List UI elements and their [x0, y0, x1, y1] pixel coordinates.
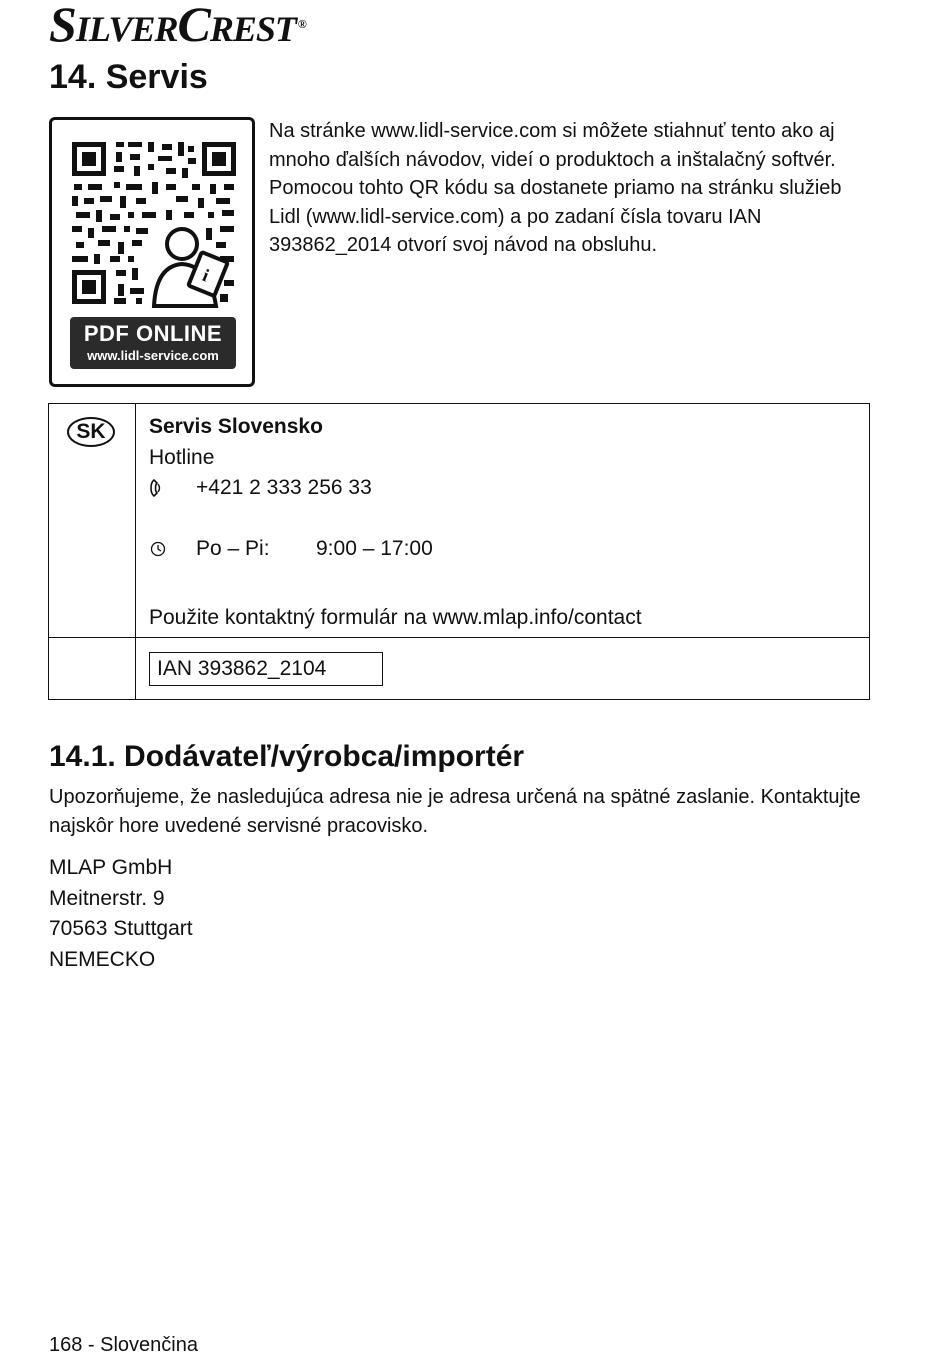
opening-hours: 9:00 – 17:00: [316, 537, 433, 560]
address-line-street: Meitnerstr. 9: [49, 886, 165, 910]
qr-code-image: [70, 136, 238, 308]
table-divider-horizontal: [49, 637, 869, 638]
return-address-notice: Upozorňujeme, že nasledujúca adresa nie je adresa určená na spätné zaslanie. Kontaktujte najskôr hore uvedené servisné pracovisko.: [49, 786, 861, 837]
phone-icon: [149, 479, 165, 497]
hotline-label: Hotline: [149, 446, 215, 469]
address-line-company: MLAP GmbH: [49, 856, 173, 879]
registered-mark: ®: [297, 17, 306, 31]
supplier-address: [49, 853, 193, 975]
country-badge: SK: [67, 417, 115, 447]
pdf-online-badge: [70, 317, 236, 369]
pdf-online-url: www.lidl-service.com: [87, 348, 219, 363]
page-footer: 168 - Slovenčina: [49, 1334, 198, 1356]
address-line-country: NEMECKO: [49, 947, 156, 971]
service-title: Servis Slovensko: [149, 415, 323, 438]
silvercrest-logo: SILVERCREST ®: [49, 0, 306, 52]
ian-number-box: IAN 393862_2104: [149, 652, 383, 686]
clock-icon: [150, 541, 166, 557]
qr-code-card[interactable]: [49, 117, 255, 387]
opening-days: Po – Pi:: [196, 537, 270, 560]
intro-paragraph: Na stránke www.lidl-service.com si môžete stiahnuť tento ako aj mnoho ďalších návodov, videí o produktoch a inštalačný softvér. Pomocou tohto QR kódu sa dostanete priamo na stránku služieb Lidl (www.lidl-service.com) a po zadaní čísla tovaru IAN 393862_2014 otvorí svoj návod na obsluhu.: [269, 120, 842, 257]
subsection-title: 14.1. Dodávateľ/výrobca/importér: [49, 740, 525, 773]
service-contact-table: [48, 403, 870, 700]
contact-form-note: Použite kontaktný formulár na www.mlap.info/contact: [149, 606, 642, 629]
hotline-phone-number[interactable]: +421 2 333 256 33: [196, 476, 372, 499]
address-line-city: 70563 Stuttgart: [49, 917, 193, 940]
pdf-online-label: PDF ONLINE: [83, 321, 223, 346]
section-title: 14. Servis: [49, 58, 208, 96]
svg-text:i: i: [199, 265, 212, 286]
table-divider-vertical: [135, 404, 136, 699]
